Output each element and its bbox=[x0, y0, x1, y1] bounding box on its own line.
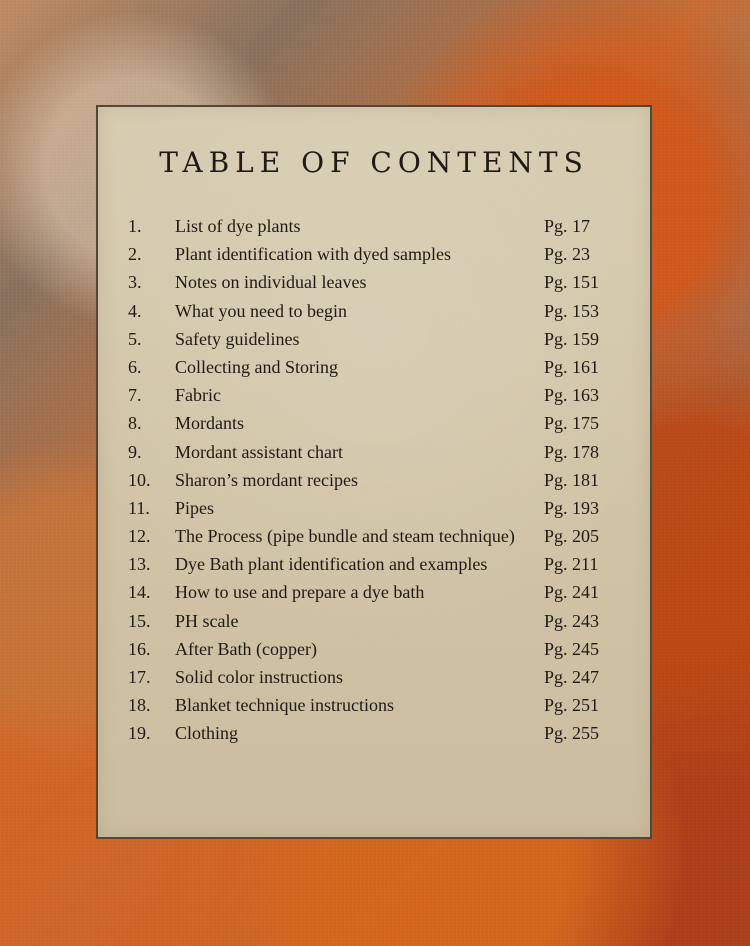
entry-number: 6. bbox=[128, 356, 142, 377]
toc-entry bbox=[128, 635, 624, 663]
toc-entry bbox=[128, 550, 624, 578]
entry-page: Pg. 241 bbox=[544, 582, 600, 603]
entry-number: 14. bbox=[128, 582, 151, 603]
toc-entry bbox=[128, 409, 624, 437]
toc-entry bbox=[128, 381, 624, 409]
entry-number: 3. bbox=[128, 272, 142, 293]
entry-number: 7. bbox=[128, 385, 142, 406]
entry-title: PH scale bbox=[175, 610, 239, 631]
entry-number: 9. bbox=[128, 441, 142, 462]
toc-entry bbox=[128, 663, 624, 691]
entry-title: Collecting and Storing bbox=[175, 356, 338, 377]
toc-entry bbox=[128, 466, 624, 494]
entry-title: Solid color instructions bbox=[175, 667, 343, 687]
entry-number: 17. bbox=[128, 667, 151, 687]
entry-number: 15. bbox=[128, 610, 151, 631]
page-title: TABLE OF CONTENTS bbox=[159, 146, 589, 179]
entry-title: Safety guidelines bbox=[175, 328, 300, 349]
toc-entry bbox=[128, 438, 624, 466]
table-of-contents-list bbox=[128, 212, 624, 748]
toc-entry bbox=[128, 325, 624, 353]
entry-page: Pg. 211 bbox=[544, 554, 599, 575]
entry-page: Pg. 181 bbox=[544, 469, 600, 490]
entry-number: 1. bbox=[128, 216, 142, 236]
entry-page: Pg. 163 bbox=[544, 385, 600, 406]
entry-title: How to use and prepare a dye bath bbox=[175, 582, 425, 603]
toc-entry bbox=[128, 297, 624, 325]
entry-page: Pg. 175 bbox=[544, 413, 600, 434]
toc-entry bbox=[128, 691, 624, 719]
toc-entry bbox=[128, 268, 624, 296]
entry-title: Dye Bath plant identification and examples bbox=[175, 554, 488, 575]
entry-title: After Bath (copper) bbox=[175, 638, 317, 659]
entry-page: Pg. 153 bbox=[544, 300, 600, 321]
entry-title: Plant identification with dyed samples bbox=[175, 244, 451, 265]
entry-number: 12. bbox=[128, 526, 151, 547]
toc-entry bbox=[128, 494, 624, 522]
entry-title: Clothing bbox=[175, 723, 239, 744]
entry-title: The Process (pipe bundle and steam technique) bbox=[175, 526, 515, 547]
entry-title: Mordants bbox=[175, 413, 244, 434]
toc-entry bbox=[128, 607, 624, 635]
entry-number: 18. bbox=[128, 695, 151, 716]
entry-page: Pg. 255 bbox=[544, 723, 600, 744]
entry-page: Pg. 17 bbox=[544, 216, 591, 236]
entry-number: 5. bbox=[128, 328, 142, 349]
entry-number: 10. bbox=[128, 469, 151, 490]
entry-number: 2. bbox=[128, 244, 142, 265]
entry-page: Pg. 178 bbox=[544, 441, 600, 462]
entry-title: List of dye plants bbox=[175, 216, 301, 236]
entry-page: Pg. 159 bbox=[544, 328, 600, 349]
toc-entry bbox=[128, 240, 624, 268]
entry-page: Pg. 151 bbox=[544, 272, 600, 293]
entry-page: Pg. 193 bbox=[544, 497, 600, 518]
toc-entry bbox=[128, 353, 624, 381]
entry-title: What you need to begin bbox=[175, 300, 347, 321]
toc-entry bbox=[128, 212, 624, 240]
entry-page: Pg. 245 bbox=[544, 638, 600, 659]
entry-title: Mordant assistant chart bbox=[175, 441, 343, 462]
toc-entry bbox=[128, 578, 624, 606]
entry-page: Pg. 243 bbox=[544, 610, 600, 631]
entry-page: Pg. 205 bbox=[544, 526, 600, 547]
entry-title: Notes on individual leaves bbox=[175, 272, 367, 293]
entry-number: 13. bbox=[128, 554, 151, 575]
entry-number: 8. bbox=[128, 413, 142, 434]
table-of-contents-panel bbox=[96, 105, 652, 839]
entry-page: Pg. 251 bbox=[544, 695, 600, 716]
toc-entry bbox=[128, 522, 624, 550]
entry-page: Pg. 161 bbox=[544, 356, 600, 377]
entry-number: 16. bbox=[128, 638, 151, 659]
entry-page: Pg. 23 bbox=[544, 244, 591, 265]
entry-number: 11. bbox=[128, 497, 150, 518]
toc-entry bbox=[128, 719, 624, 747]
entry-number: 4. bbox=[128, 300, 142, 321]
entry-title: Blanket technique instructions bbox=[175, 695, 394, 716]
entry-number: 19. bbox=[128, 723, 151, 744]
entry-title: Sharon’s mordant recipes bbox=[175, 469, 358, 490]
entry-title: Fabric bbox=[175, 385, 221, 406]
entry-title: Pipes bbox=[175, 497, 215, 518]
entry-page: Pg. 247 bbox=[544, 667, 600, 687]
